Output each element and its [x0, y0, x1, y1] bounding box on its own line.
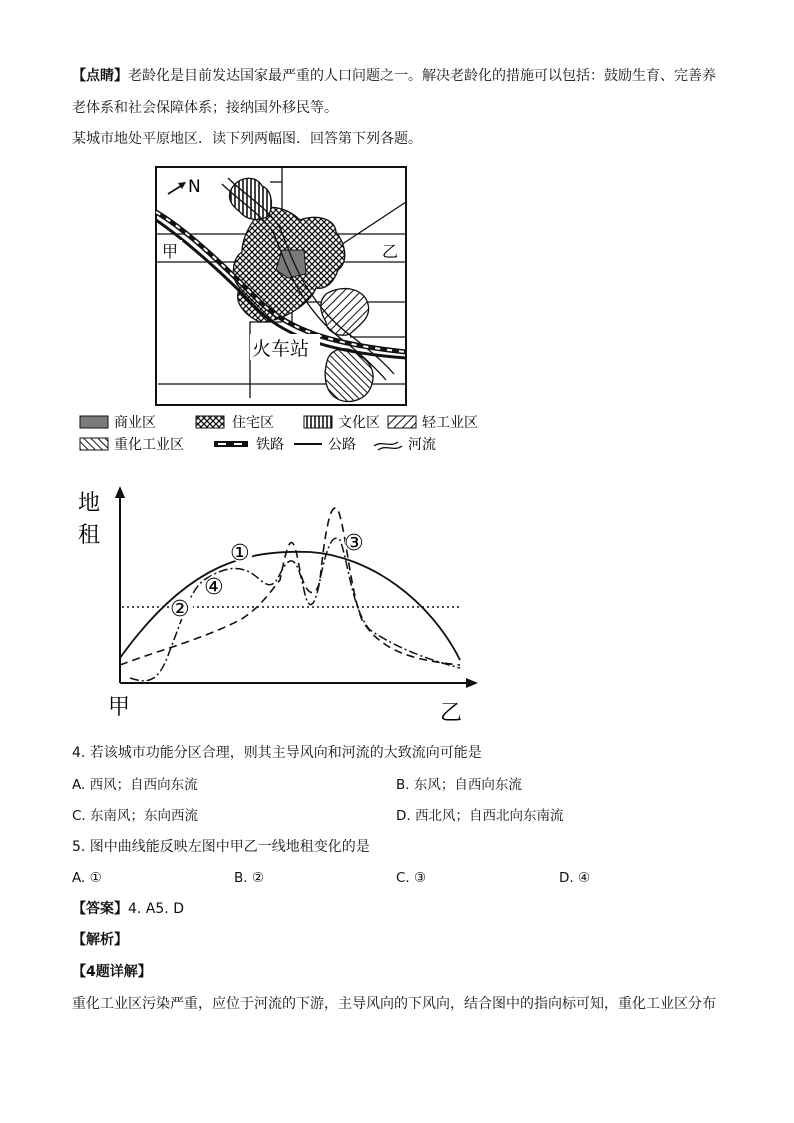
dianjing-text: 老龄化是目前发达国家最严重的人口问题之一。解决老龄化的措施可以包括：鼓励生育、完善养: [128, 68, 716, 84]
curve-label-4-group: [204, 575, 227, 600]
curve-label-3: ③: [344, 531, 364, 556]
legend-river-icon: [374, 442, 402, 450]
q4-option-c[interactable]: [72, 806, 198, 826]
legend-commercial-label: 商业区: [114, 415, 156, 431]
option-letter: A.: [72, 777, 86, 793]
option-text: 西风；自西向东流: [89, 777, 198, 793]
option-letter: C.: [72, 808, 86, 824]
detail-text: 重化工业区污染严重，应位于河流的下游，主导风向的下风向，结合图中的指向标可知，重化工业区分布: [72, 996, 716, 1012]
curve-label-3-group: [344, 531, 367, 556]
option-letter: B.: [396, 777, 410, 793]
city-map: [150, 162, 412, 410]
option-text: 东风；自西向东流: [413, 777, 522, 793]
legend-river-label: 河流: [408, 437, 436, 453]
answer-line: [72, 899, 184, 919]
option-text: 东南风；东向西流: [90, 808, 199, 824]
dianjing-line-1: [72, 66, 716, 86]
option-text: ②: [251, 870, 264, 886]
legend-light-industry-swatch: [388, 416, 416, 428]
option-letter: A.: [72, 870, 86, 886]
land-rent-graph: [70, 480, 490, 725]
legend-cultural-swatch: [304, 416, 332, 428]
legend-heavy-industry-label: 重化工业区: [114, 437, 184, 453]
curve-label-1-group: [230, 541, 253, 566]
dianjing-tag: 【点睛】: [72, 68, 128, 84]
question-4-stem: 4. 若该城市功能分区合理，则其主导风向和河流的大致流向可能是: [72, 745, 482, 761]
station-label: 火车站: [252, 338, 310, 360]
option-text: ③: [414, 870, 427, 886]
q5-option-a[interactable]: [72, 868, 102, 888]
curve-label-1: ①: [230, 541, 250, 566]
curve-2: [120, 508, 460, 665]
legend-light-industry-label: 轻工业区: [422, 415, 478, 431]
north-label: N: [188, 177, 201, 197]
legend-residential-label: 住宅区: [232, 415, 274, 431]
curve-label-2-group: [170, 597, 193, 622]
option-letter: D.: [396, 808, 411, 824]
dianjing-line-2: 老体系和社会保障体系；接纳国外移民等。: [72, 100, 338, 116]
q4-option-d[interactable]: [396, 806, 563, 826]
legend-residential-swatch: [196, 416, 224, 428]
graph-ylabel-top: 地: [78, 491, 101, 516]
option-text: ④: [577, 870, 591, 886]
q5-option-c[interactable]: [396, 868, 426, 888]
analysis-tag: 【解析】: [72, 932, 128, 948]
curve-label-2: ②: [170, 597, 190, 622]
legend-railway-icon: [214, 441, 248, 447]
y-axis-arrow-icon: [115, 486, 125, 498]
legend-highway-label: 公路: [328, 437, 356, 453]
q4-option-b[interactable]: [396, 775, 522, 795]
legend-cultural-label: 文化区: [338, 415, 380, 431]
option-letter: B.: [234, 870, 248, 886]
option-text: ①: [89, 870, 102, 886]
graph-x-start: 甲: [108, 695, 131, 720]
q5-option-b[interactable]: [234, 868, 264, 888]
graph-ylabel-bottom: 租: [78, 523, 101, 548]
intro-text: 某城市地处平原地区．读下列两幅图．回答第下列各题。: [72, 131, 422, 147]
answer-tag: 【答案】: [72, 901, 128, 917]
x-axis-arrow-icon: [466, 678, 478, 688]
detail-tag: 【4题详解】: [72, 964, 152, 980]
q4-option-a[interactable]: [72, 775, 198, 795]
legend-heavy-industry-swatch: [80, 438, 108, 450]
q5-option-d[interactable]: [559, 868, 590, 888]
question-5-stem: 5. 图中曲线能反映左图中甲乙一线地租变化的是: [72, 839, 370, 855]
option-text: 西北风；自西北向东南流: [414, 808, 564, 824]
option-letter: C.: [396, 870, 410, 886]
graph-x-end: 乙: [440, 701, 463, 725]
answer-text: 4. A5. D: [128, 901, 184, 917]
map-east-label: 乙: [382, 242, 399, 261]
map-west-label: 甲: [162, 242, 179, 261]
curve-label-4: ④: [204, 575, 224, 600]
option-letter: D.: [559, 870, 574, 886]
legend-railway-label: 铁路: [256, 437, 284, 453]
map-legend: [78, 412, 498, 456]
legend-commercial-swatch: [80, 416, 108, 428]
